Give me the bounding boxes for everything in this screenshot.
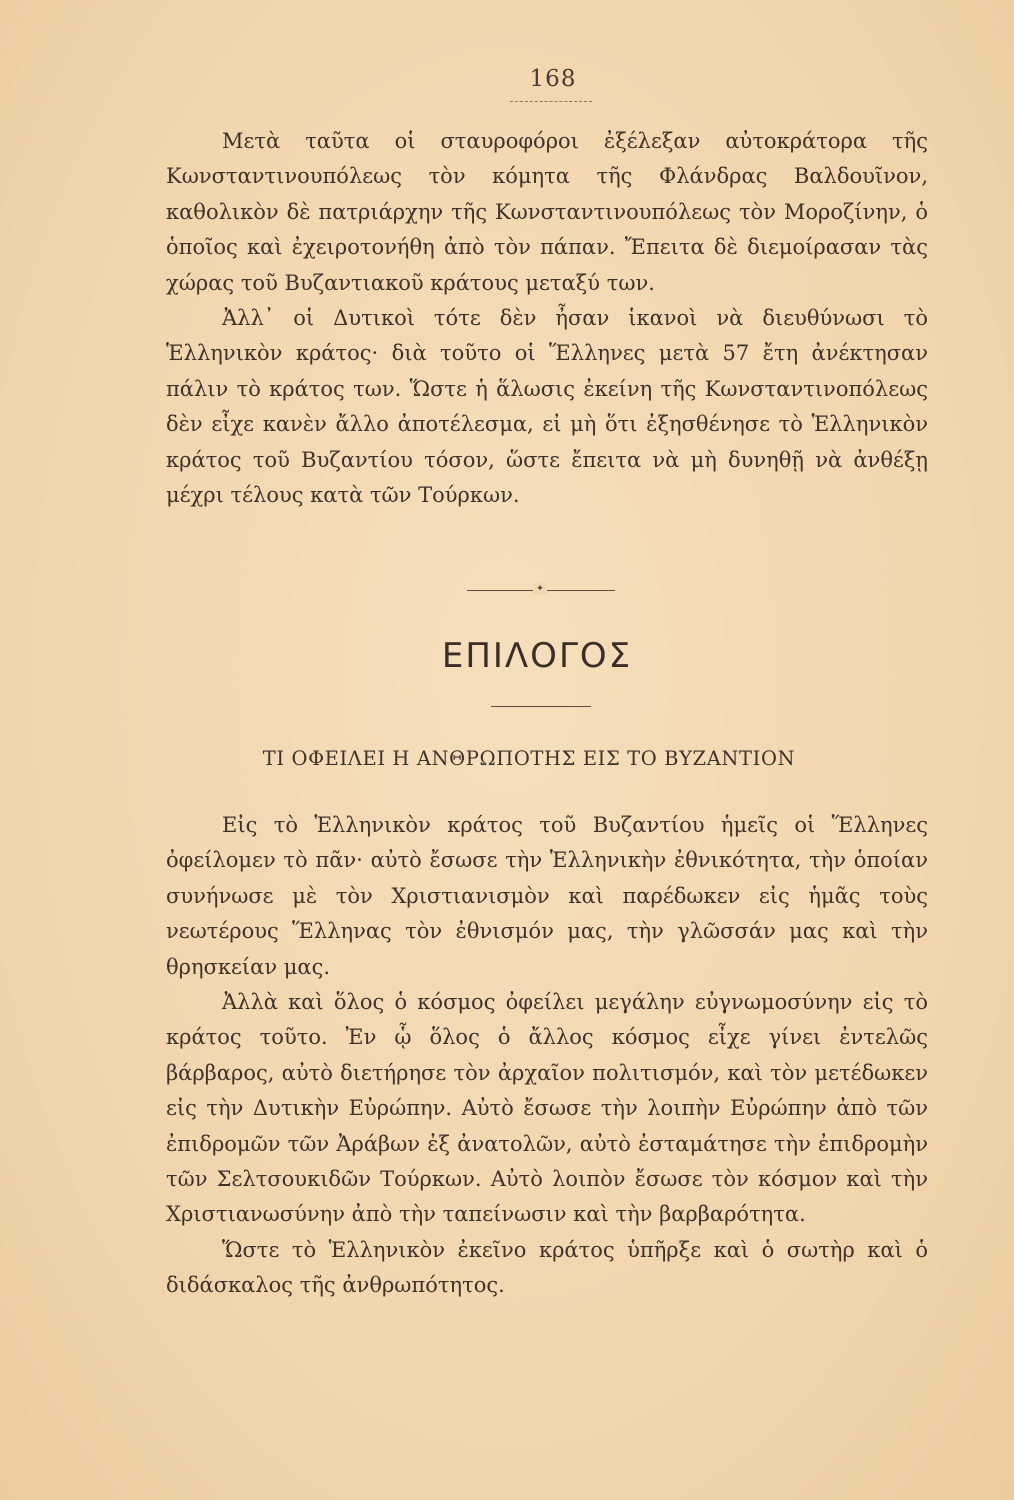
epilogue-title: ΕΠΙΛΟΓΟΣ	[441, 636, 633, 676]
page-number: 168	[529, 66, 577, 92]
epilogue-subtitle: ΤΙ ΟΦΕΙΛΕΙ Η ΑΝΘΡΩΠΟΤΗΣ ΕΙΣ ΤΟ ΒΥΖΑΝΤΙΟΝ	[262, 747, 796, 770]
page-number-rule	[510, 101, 592, 102]
title-rule	[491, 706, 591, 707]
section-separator	[467, 584, 615, 594]
paragraph: Ἀλλ᾿ οἱ Δυτικοὶ τότε δὲν ἦσαν ἱκανοὶ νὰ διευθύνωσι τὸ Ἑλληνικὸν κράτος· διὰ τοῦτο οἱ Ἕλληνες μετὰ 57 ἔτη ἀνέκτησαν πάλιν τὸ κράτος των. Ὥστε ἡ ἅλωσις ἐκείνη τῆς Κωνσταντινοπόλεως δὲν εἶχε κανὲν ἄλλο ἀποτέλεσμα, εἰ μὴ ὅτι ἐξησθένησε τὸ Ἑλληνικὸν κράτος τοῦ Βυζαντίου τόσον, ὥστε ἔπειτα νὰ μὴ δυνηθῇ νὰ ἀνθέξῃ μέχρι τέλους κατὰ τῶν Τούρκων.	[166, 306, 928, 508]
paragraph: Μετὰ ταῦτα οἱ σταυροφόροι ἐξέλεξαν αὐτοκράτορα τῆς Κωνσταντινουπόλεως τὸν κόμητα τῆς Φλάνδρας Βαλδουῖνον, καθολικὸν δὲ πατριάρχην τῆς Κωνσταντινουπόλεως τὸν Μοροζίνην, ὁ ὁποῖος καὶ ἐχειροτονήθη ἀπὸ τὸν πάπαν. Ἔπειτα δὲ διεμοίρασαν τὰς χώρας τοῦ Βυζαντιακοῦ κράτους μεταξύ των.	[166, 129, 928, 295]
section-one-text	[166, 124, 928, 513]
paragraph: Ὥστε τὸ Ἑλληνικὸν ἐκεῖνο κράτος ὑπῆρξε καὶ ὁ σωτὴρ καὶ ὁ διδάσκαλος τῆς ἀνθρωπότητος.	[166, 1237, 928, 1298]
paragraph: Εἰς τὸ Ἑλληνικὸν κράτος τοῦ Βυζαντίου ἡμεῖς οἱ Ἕλληνες ὀφείλομεν τὸ πᾶν· αὐτὸ ἔσωσε τὴν Ἑλληνικὴν ἐθνικότητα, τὴν ὁποίαν συνήνωσε μὲ τὸν Χριστιανισμὸν καὶ παρέδωκεν εἰς ἡμᾶς τοὺς νεωτέρους Ἕλληνας τὸν ἐθνισμόν μας, τὴν γλῶσσάν μας καὶ τὴν θρησκείαν μας.	[166, 813, 928, 979]
paragraph: Ἀλλὰ καὶ ὅλος ὁ κόσμος ὀφείλει μεγάλην εὐγνωμοσύνην εἰς τὸ κράτος τοῦτο. Ἐν ᾧ ὅλος ὁ ἄλλος κόσμος εἶχε γίνει ἐντελῶς βάρβαρος, αὐτὸ διετήρησε τὸν ἀρχαῖον πολιτισμόν, καὶ τὸν μετέδωκεν εἰς τὴν Δυτικὴν Εὐρώπην. Αὐτὸ ἔσωσε τὴν λοιπὴν Εὐρώπην ἀπὸ τῶν ἐπιδρομῶν τῶν Ἀράβων ἐξ ἀνατολῶν, αὐτὸ ἐσταμάτησε τὴν ἐπιδρομὴν τῶν Σελτσουκιδῶν Τούρκων. Αὐτὸ λοιπὸν ἔσωσε τὸν κόσμον καὶ τὴν Χριστιανωσύνην ἀπὸ τὴν ταπείνωσιν καὶ τὴν βαρβαρότητα.	[166, 990, 928, 1227]
ornament-icon: ✦	[533, 583, 547, 595]
epilogue-text	[166, 808, 928, 1304]
